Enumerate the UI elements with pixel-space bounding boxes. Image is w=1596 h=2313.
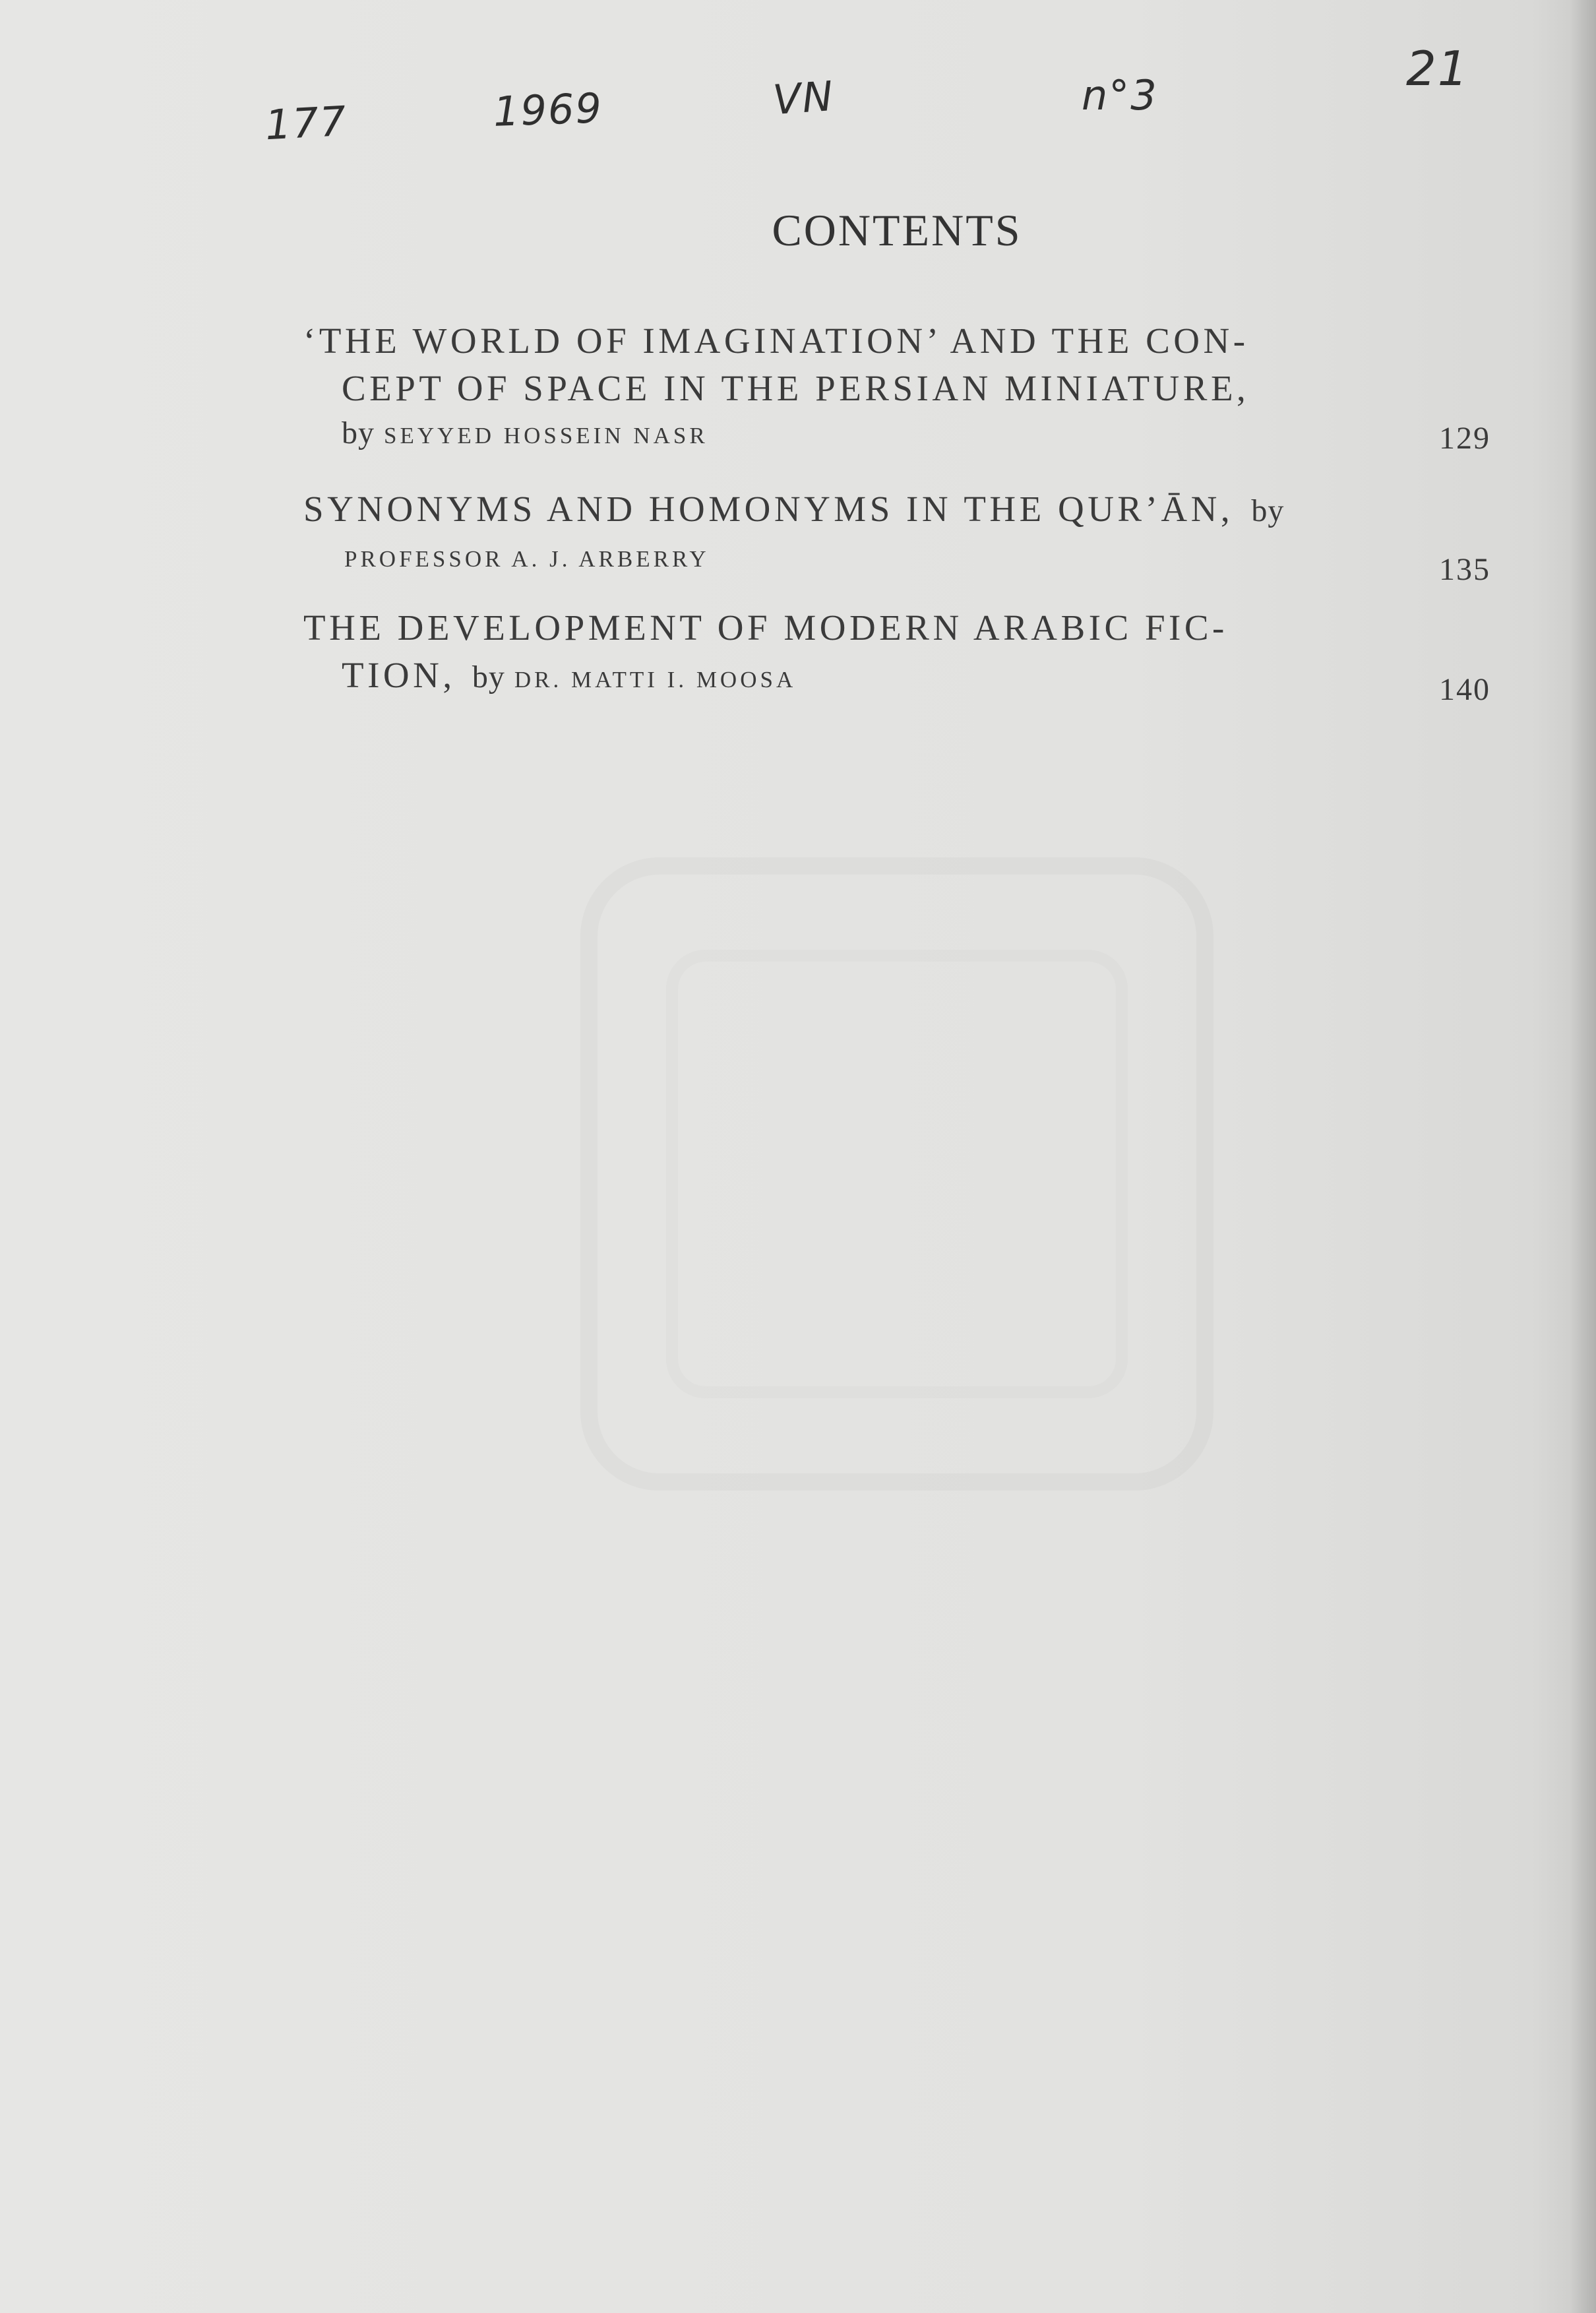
page-edge-shadow: [1570, 0, 1596, 2313]
handwritten-annotation-5: 21: [1406, 41, 1469, 96]
entry-3-title-line-1: THE DEVELOPMENT OF MODERN ARABIC FIC-: [303, 607, 1228, 648]
entry-1-by: by: [342, 416, 375, 450]
entry-3-author: DR. MATTI I. MOOSA: [514, 667, 797, 693]
handwritten-annotation-1: 177: [264, 96, 349, 150]
toc-entry-2: [303, 488, 1490, 594]
entry-2-by: by: [1251, 493, 1285, 528]
entry-2-title: SYNONYMS AND HOMONYMS IN THE QUR’ĀN,: [303, 489, 1234, 529]
entry-1-page-number: 129: [1439, 421, 1490, 456]
toc-entry-3: [303, 607, 1490, 712]
entry-1-title-line-2: CEPT OF SPACE IN THE PERSIAN MINIATURE,: [342, 368, 1250, 408]
entry-3-page-number: 140: [1439, 672, 1490, 707]
entry-1-title-line-1: ‘THE WORLD OF IMAGINATION’ AND THE CON-: [303, 321, 1249, 361]
entry-2-title-line-1: [303, 488, 1284, 530]
handwritten-annotation-2: 1969: [492, 84, 604, 136]
entry-3-title-end: TION,: [342, 655, 456, 695]
entry-1-author: SEYYED HOSSEIN NASR: [384, 423, 708, 448]
show-through-ghost-inner: [666, 950, 1128, 1398]
entry-3-by: by: [472, 660, 505, 694]
entry-3-title-line-2: [342, 654, 796, 696]
handwritten-annotation-3: VN: [771, 71, 836, 125]
page-title: CONTENTS: [772, 205, 1022, 255]
entry-2-author: PROFESSOR A. J. ARBERRY: [344, 546, 710, 572]
handwritten-annotation-4: n°3: [1082, 71, 1158, 119]
entry-1-byline: [342, 415, 708, 451]
toc-entry-1: [303, 320, 1490, 472]
entry-2-page-number: 135: [1439, 552, 1490, 587]
